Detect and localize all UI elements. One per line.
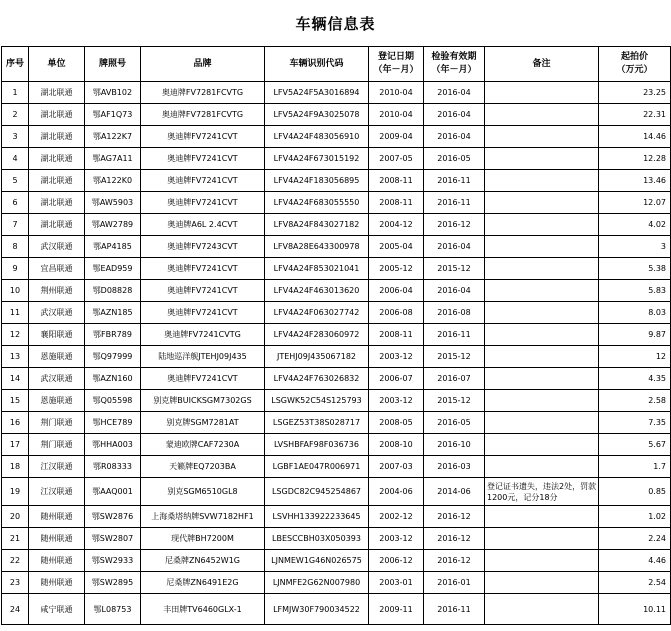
cell-reg-date: 2009-11 xyxy=(369,594,424,625)
cell-plate: 鄂AF1Q73 xyxy=(85,104,141,126)
cell-reg-date: 2004-12 xyxy=(369,214,424,236)
cell-seq: 6 xyxy=(2,192,29,214)
cell-brand: 别克SGM6510GL8 xyxy=(141,478,265,506)
cell-inspection: 2016-12 xyxy=(424,528,485,550)
cell-price: 1.02 xyxy=(599,506,671,528)
cell-note xyxy=(485,346,599,368)
cell-unit: 随州联通 xyxy=(29,572,85,594)
table-row xyxy=(2,82,671,104)
cell-note xyxy=(485,82,599,104)
cell-seq: 1 xyxy=(2,82,29,104)
table-row xyxy=(2,104,671,126)
header-reg-date xyxy=(369,47,424,82)
cell-price: 12 xyxy=(599,346,671,368)
cell-note xyxy=(485,390,599,412)
cell-plate: 鄂AP4185 xyxy=(85,236,141,258)
table-row xyxy=(2,192,671,214)
cell-inspection: 2016-04 xyxy=(424,104,485,126)
cell-vin: LFV5A24F9A3025078 xyxy=(265,104,369,126)
cell-note xyxy=(485,214,599,236)
cell-seq: 24 xyxy=(2,594,29,625)
cell-note xyxy=(485,550,599,572)
cell-unit: 咸宁联通 xyxy=(29,594,85,625)
cell-unit: 武汉联通 xyxy=(29,302,85,324)
cell-seq: 4 xyxy=(2,148,29,170)
cell-price: 2.24 xyxy=(599,528,671,550)
cell-plate: 鄂AVB102 xyxy=(85,82,141,104)
cell-brand: 尼桑牌ZN6491E2G xyxy=(141,572,265,594)
cell-note xyxy=(485,148,599,170)
cell-plate: 鄂SW2876 xyxy=(85,506,141,528)
cell-inspection: 2016-07 xyxy=(424,368,485,390)
cell-unit: 湖北联通 xyxy=(29,192,85,214)
cell-note xyxy=(485,236,599,258)
cell-seq: 5 xyxy=(2,170,29,192)
cell-price: 22.31 xyxy=(599,104,671,126)
table-body xyxy=(2,82,671,625)
cell-vin: LFV4A24F183056895 xyxy=(265,170,369,192)
cell-reg-date: 2003-12 xyxy=(369,390,424,412)
table-row xyxy=(2,506,671,528)
cell-reg-date: 2010-04 xyxy=(369,104,424,126)
table-row xyxy=(2,302,671,324)
cell-unit: 江汉联通 xyxy=(29,478,85,506)
cell-vin: LBESCCBH03X050393 xyxy=(265,528,369,550)
header-seq: 序号 xyxy=(2,47,29,82)
cell-reg-date: 2003-12 xyxy=(369,346,424,368)
page-title: 车辆信息表 xyxy=(295,14,376,33)
cell-plate: 鄂D08828 xyxy=(85,280,141,302)
cell-unit: 湖北联通 xyxy=(29,104,85,126)
cell-price: 3 xyxy=(599,236,671,258)
table-row xyxy=(2,148,671,170)
cell-note: 登记证书遗失，违法2处，罚款1200元，记分18分 xyxy=(485,478,599,506)
cell-seq: 13 xyxy=(2,346,29,368)
cell-note xyxy=(485,368,599,390)
cell-plate: 鄂AG7A11 xyxy=(85,148,141,170)
cell-seq: 11 xyxy=(2,302,29,324)
cell-vin: LFV8A24F843027182 xyxy=(265,214,369,236)
cell-vin: JTEHJ09J435067182 xyxy=(265,346,369,368)
cell-inspection: 2015-12 xyxy=(424,390,485,412)
cell-inspection: 2016-10 xyxy=(424,434,485,456)
cell-reg-date: 2008-10 xyxy=(369,434,424,456)
cell-price: 14.46 xyxy=(599,126,671,148)
cell-brand: 奥迪牌FV7281FCVTG xyxy=(141,104,265,126)
cell-brand: 奥迪牌FV7241CVT xyxy=(141,170,265,192)
cell-vin: LFV4A24F683055550 xyxy=(265,192,369,214)
cell-price: 7.35 xyxy=(599,412,671,434)
cell-brand: 丰田牌TV6460GLX-1 xyxy=(141,594,265,625)
cell-inspection: 2016-04 xyxy=(424,126,485,148)
cell-unit: 随州联通 xyxy=(29,550,85,572)
cell-vin: LFV4A24F283060972 xyxy=(265,324,369,346)
table-row xyxy=(2,324,671,346)
cell-reg-date: 2003-01 xyxy=(369,572,424,594)
cell-price: 1.7 xyxy=(599,456,671,478)
cell-reg-date: 2004-06 xyxy=(369,478,424,506)
cell-price: 2.58 xyxy=(599,390,671,412)
cell-reg-date: 2006-08 xyxy=(369,302,424,324)
cell-plate: 鄂AW2789 xyxy=(85,214,141,236)
header-price-line2: （万元） xyxy=(616,65,653,75)
cell-reg-date: 2003-12 xyxy=(369,528,424,550)
cell-unit: 荆州联通 xyxy=(29,280,85,302)
header-unit: 单位 xyxy=(29,47,85,82)
cell-price: 8.03 xyxy=(599,302,671,324)
table-row xyxy=(2,170,671,192)
cell-brand: 奥迪牌FV7241CVT xyxy=(141,258,265,280)
cell-seq: 10 xyxy=(2,280,29,302)
cell-plate: 鄂FBR789 xyxy=(85,324,141,346)
cell-vin: LFV5A24F5A3016894 xyxy=(265,82,369,104)
cell-plate: 鄂AW5903 xyxy=(85,192,141,214)
cell-price: 23.25 xyxy=(599,82,671,104)
cell-brand: 奥迪牌FV7241CVT xyxy=(141,280,265,302)
cell-seq: 16 xyxy=(2,412,29,434)
cell-vin: LFV4A24F463013620 xyxy=(265,280,369,302)
cell-price: 0.85 xyxy=(599,478,671,506)
cell-unit: 宜昌联通 xyxy=(29,258,85,280)
header-inspection xyxy=(424,47,485,82)
cell-unit: 襄阳联通 xyxy=(29,324,85,346)
cell-note xyxy=(485,192,599,214)
header-brand: 品牌 xyxy=(141,47,265,82)
cell-brand: 奥迪牌FV7241CVT xyxy=(141,148,265,170)
cell-reg-date: 2005-04 xyxy=(369,236,424,258)
cell-seq: 9 xyxy=(2,258,29,280)
cell-inspection: 2016-05 xyxy=(424,412,485,434)
cell-inspection: 2016-04 xyxy=(424,280,485,302)
cell-plate: 鄂R08333 xyxy=(85,456,141,478)
cell-inspection: 2015-12 xyxy=(424,258,485,280)
cell-seq: 12 xyxy=(2,324,29,346)
cell-note xyxy=(485,170,599,192)
cell-price: 9.87 xyxy=(599,324,671,346)
cell-seq: 18 xyxy=(2,456,29,478)
table-row xyxy=(2,412,671,434)
cell-plate: 鄂HHA003 xyxy=(85,434,141,456)
cell-unit: 武汉联通 xyxy=(29,368,85,390)
cell-unit: 湖北联通 xyxy=(29,126,85,148)
cell-brand: 上海桑塔纳牌SVW7182HF1 xyxy=(141,506,265,528)
cell-vin: LFV4A24F483056910 xyxy=(265,126,369,148)
table-row xyxy=(2,550,671,572)
header-price-line1: 起拍价 xyxy=(620,52,648,62)
cell-reg-date: 2006-12 xyxy=(369,550,424,572)
cell-price: 4.02 xyxy=(599,214,671,236)
cell-plate: 鄂EAD959 xyxy=(85,258,141,280)
cell-brand: 尼桑牌ZN6452W1G xyxy=(141,550,265,572)
cell-price: 12.07 xyxy=(599,192,671,214)
cell-seq: 21 xyxy=(2,528,29,550)
cell-plate: 鄂SW2933 xyxy=(85,550,141,572)
cell-reg-date: 2007-03 xyxy=(369,456,424,478)
cell-vin: LFV4A24F673015192 xyxy=(265,148,369,170)
table-row xyxy=(2,236,671,258)
cell-unit: 随州联通 xyxy=(29,506,85,528)
cell-price: 13.46 xyxy=(599,170,671,192)
table-row xyxy=(2,280,671,302)
cell-note xyxy=(485,126,599,148)
cell-reg-date: 2008-11 xyxy=(369,170,424,192)
table-row xyxy=(2,478,671,506)
table-row xyxy=(2,390,671,412)
table-row xyxy=(2,456,671,478)
cell-inspection: 2016-01 xyxy=(424,572,485,594)
cell-inspection: 2015-12 xyxy=(424,346,485,368)
cell-reg-date: 2008-11 xyxy=(369,192,424,214)
cell-vin: LSGWK52C54S125793 xyxy=(265,390,369,412)
cell-seq: 2 xyxy=(2,104,29,126)
cell-brand: 别克牌BUICKSGM7302GS xyxy=(141,390,265,412)
cell-note xyxy=(485,412,599,434)
cell-note xyxy=(485,302,599,324)
cell-vin: LFV4A24F853021041 xyxy=(265,258,369,280)
cell-note xyxy=(485,528,599,550)
cell-vin: LFMJW30F790034522 xyxy=(265,594,369,625)
cell-plate: 鄂A122K0 xyxy=(85,170,141,192)
cell-plate: 鄂AAQ001 xyxy=(85,478,141,506)
cell-plate: 鄂HCE789 xyxy=(85,412,141,434)
cell-inspection: 2016-12 xyxy=(424,214,485,236)
cell-brand: 奥迪牌A6L 2.4CVT xyxy=(141,214,265,236)
cell-brand: 陆地巡洋舰JTEHJ09J435 xyxy=(141,346,265,368)
cell-unit: 湖北联通 xyxy=(29,214,85,236)
cell-price: 4.35 xyxy=(599,368,671,390)
cell-note xyxy=(485,506,599,528)
cell-brand: 蒙迪欧牌CAF7230A xyxy=(141,434,265,456)
cell-seq: 20 xyxy=(2,506,29,528)
cell-brand: 奥迪牌FV7241CVT xyxy=(141,368,265,390)
cell-brand: 奥迪牌FV7241CVT xyxy=(141,302,265,324)
table-row xyxy=(2,368,671,390)
cell-seq: 14 xyxy=(2,368,29,390)
cell-brand: 奥迪牌FV7241CVT xyxy=(141,192,265,214)
cell-seq: 8 xyxy=(2,236,29,258)
cell-inspection: 2016-12 xyxy=(424,506,485,528)
header-plate: 牌照号 xyxy=(85,47,141,82)
table-row xyxy=(2,528,671,550)
cell-price: 5.38 xyxy=(599,258,671,280)
cell-brand: 奥迪牌FV7241CVTG xyxy=(141,324,265,346)
cell-reg-date: 2009-04 xyxy=(369,126,424,148)
cell-reg-date: 2008-11 xyxy=(369,324,424,346)
cell-vin: LFV8A28E643300978 xyxy=(265,236,369,258)
table-row xyxy=(2,594,671,625)
header-note: 备注 xyxy=(485,47,599,82)
vehicle-table xyxy=(1,46,671,625)
cell-reg-date: 2010-04 xyxy=(369,82,424,104)
cell-inspection: 2016-08 xyxy=(424,302,485,324)
cell-inspection: 2014-06 xyxy=(424,478,485,506)
header-reg-date-line1: 登记日期 xyxy=(377,52,414,62)
cell-inspection: 2016-04 xyxy=(424,236,485,258)
cell-seq: 17 xyxy=(2,434,29,456)
cell-price: 5.67 xyxy=(599,434,671,456)
cell-vin: LFV4A24F063027742 xyxy=(265,302,369,324)
cell-vin: LSGEZ53T38S028717 xyxy=(265,412,369,434)
header-reg-date-line2: （年－月） xyxy=(373,65,419,75)
cell-price: 2.54 xyxy=(599,572,671,594)
cell-reg-date: 2007-05 xyxy=(369,148,424,170)
cell-inspection: 2016-11 xyxy=(424,192,485,214)
cell-unit: 湖北联通 xyxy=(29,82,85,104)
cell-inspection: 2016-11 xyxy=(424,324,485,346)
cell-note xyxy=(485,594,599,625)
cell-plate: 鄂AZN160 xyxy=(85,368,141,390)
cell-seq: 23 xyxy=(2,572,29,594)
table-row xyxy=(2,434,671,456)
header-vin: 车辆识别代码 xyxy=(265,47,369,82)
table-row xyxy=(2,572,671,594)
cell-vin: LGBF1AE047R006971 xyxy=(265,456,369,478)
cell-vin: LSGDC82C945254867 xyxy=(265,478,369,506)
cell-unit: 恩施联通 xyxy=(29,390,85,412)
cell-plate: 鄂AZN185 xyxy=(85,302,141,324)
cell-unit: 随州联通 xyxy=(29,528,85,550)
cell-brand: 奥迪牌FV7241CVT xyxy=(141,126,265,148)
cell-brand: 天籁牌EQ7203BA xyxy=(141,456,265,478)
cell-inspection: 2016-04 xyxy=(424,82,485,104)
cell-plate: 鄂A122K7 xyxy=(85,126,141,148)
cell-plate: 鄂SW2895 xyxy=(85,572,141,594)
cell-plate: 鄂SW2807 xyxy=(85,528,141,550)
cell-unit: 湖北联通 xyxy=(29,170,85,192)
cell-vin: LVSHBFAF98F036736 xyxy=(265,434,369,456)
cell-note xyxy=(485,104,599,126)
table-row xyxy=(2,258,671,280)
cell-brand: 现代牌BH7200M xyxy=(141,528,265,550)
header-inspection-line1: 检验有效期 xyxy=(431,52,477,62)
cell-seq: 15 xyxy=(2,390,29,412)
cell-unit: 恩施联通 xyxy=(29,346,85,368)
cell-seq: 7 xyxy=(2,214,29,236)
cell-vin: LJNMEW1G46N026575 xyxy=(265,550,369,572)
cell-price: 10.11 xyxy=(599,594,671,625)
cell-vin: LSVHH133922233645 xyxy=(265,506,369,528)
cell-note xyxy=(485,324,599,346)
cell-reg-date: 2006-07 xyxy=(369,368,424,390)
cell-seq: 19 xyxy=(2,478,29,506)
table-row xyxy=(2,346,671,368)
cell-price: 12.28 xyxy=(599,148,671,170)
header-inspection-line2: （年－月） xyxy=(431,65,477,75)
cell-brand: 奥迪牌FV7243CVT xyxy=(141,236,265,258)
cell-seq: 3 xyxy=(2,126,29,148)
cell-inspection: 2016-11 xyxy=(424,170,485,192)
cell-unit: 武汉联通 xyxy=(29,236,85,258)
cell-brand: 别克牌SGM7281AT xyxy=(141,412,265,434)
cell-unit: 江汉联通 xyxy=(29,456,85,478)
table-header-row xyxy=(2,47,671,82)
cell-inspection: 2016-11 xyxy=(424,594,485,625)
cell-unit: 湖北联通 xyxy=(29,148,85,170)
cell-plate: 鄂Q97999 xyxy=(85,346,141,368)
cell-unit: 荆门联通 xyxy=(29,412,85,434)
cell-price: 5.83 xyxy=(599,280,671,302)
cell-inspection: 2016-12 xyxy=(424,550,485,572)
cell-vin: LFV4A24F763026832 xyxy=(265,368,369,390)
cell-vin: LJNMFE2G62N007980 xyxy=(265,572,369,594)
table-row xyxy=(2,214,671,236)
cell-price: 4.46 xyxy=(599,550,671,572)
cell-note xyxy=(485,456,599,478)
cell-inspection: 2016-03 xyxy=(424,456,485,478)
header-price xyxy=(599,47,671,82)
cell-plate: 鄂Q05598 xyxy=(85,390,141,412)
table-row xyxy=(2,126,671,148)
cell-note xyxy=(485,572,599,594)
cell-reg-date: 2002-12 xyxy=(369,506,424,528)
cell-note xyxy=(485,434,599,456)
cell-reg-date: 2008-05 xyxy=(369,412,424,434)
cell-seq: 22 xyxy=(2,550,29,572)
cell-note xyxy=(485,258,599,280)
cell-brand: 奥迪牌FV7281FCVTG xyxy=(141,82,265,104)
cell-reg-date: 2006-04 xyxy=(369,280,424,302)
cell-reg-date: 2005-12 xyxy=(369,258,424,280)
cell-note xyxy=(485,280,599,302)
cell-inspection: 2016-05 xyxy=(424,148,485,170)
cell-plate: 鄂L08753 xyxy=(85,594,141,625)
cell-unit: 荆门联通 xyxy=(29,434,85,456)
